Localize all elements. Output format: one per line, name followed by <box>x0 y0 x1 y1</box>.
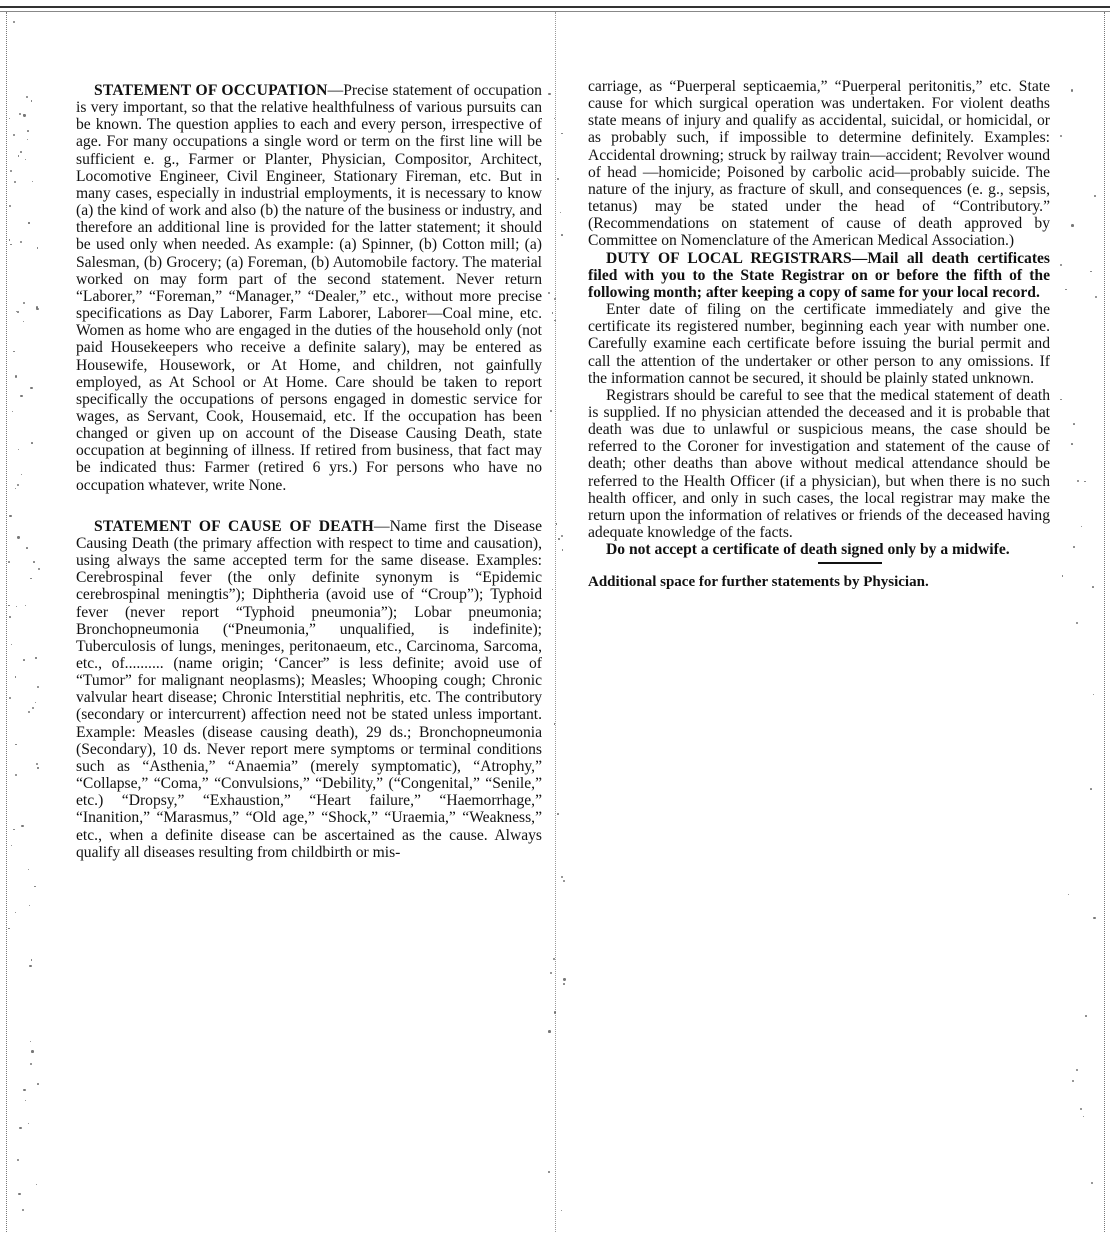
scan-speck <box>1081 526 1082 527</box>
scan-speck <box>1085 1015 1087 1017</box>
scan-speck <box>32 707 34 709</box>
scan-speck <box>32 181 33 182</box>
scan-speck <box>28 711 30 713</box>
scan-speck <box>1073 423 1075 425</box>
scan-speck <box>21 474 22 475</box>
scan-speck <box>16 606 17 607</box>
scan-speck <box>18 155 20 157</box>
scan-speck <box>13 829 14 830</box>
additional-space-label: Additional space for further statements by Physician. <box>588 574 929 591</box>
scan-speck <box>13 21 15 23</box>
scan-speck <box>1060 399 1062 401</box>
scan-speck <box>33 561 35 563</box>
registrars-paragraph-4: Do not accept a certificate of death signed only by a midwife. <box>606 541 1010 559</box>
scan-speck <box>36 763 38 765</box>
scan-speck <box>31 442 33 444</box>
scan-speck <box>37 767 38 768</box>
scan-speck <box>1062 575 1063 576</box>
scan-speck <box>37 1083 39 1085</box>
scan-speck <box>548 1030 551 1033</box>
scan-speck <box>30 387 32 389</box>
scan-speck <box>1071 443 1073 445</box>
scan-speck <box>18 449 19 450</box>
scan-speck <box>561 234 563 236</box>
scan-speck <box>1076 1069 1078 1071</box>
scan-speck <box>8 561 10 563</box>
scan-speck <box>18 1193 20 1195</box>
left-page-edge <box>6 12 8 1232</box>
scan-speck <box>30 1063 32 1065</box>
scan-speck <box>561 133 562 134</box>
scan-speck <box>1084 481 1085 482</box>
scan-speck <box>27 139 28 140</box>
section-divider-rule <box>818 562 882 564</box>
scan-speck <box>19 113 21 115</box>
scan-speck <box>23 302 25 304</box>
scan-speck <box>9 205 11 207</box>
scan-speck <box>28 222 29 223</box>
scan-speck <box>17 484 19 486</box>
registrars-heading: DUTY OF LOCAL REGISTRARS <box>606 249 852 267</box>
registrars-paragraph-2: Enter date of filing on the certificate immediately and give the certificate its registered number, beginning each year with number one. Carefully examine each certificate before issuing the burial permit and call the attention of the undertaker or other person to any omissions. If the information cannot be secured, it should be plainly stated unknown. <box>588 301 1050 387</box>
scan-speck <box>22 1209 24 1211</box>
scan-speck <box>1077 480 1079 482</box>
scan-speck <box>31 959 33 961</box>
occupation-text: —Precise statement of occupation is very important, so that the relative healthfulness of various pursuits can be known. The question applies to each and every person, irrespective of age. For many occupations a single word or term on the first line will be sufficient e. g., Farmer or Planter, Physician, Compositor, Architect, Locomotive Engineer, Civil Engineer, Stationary Fireman, etc. But in many cases, especially in industrial employments, it is necessary to know (a) the kind of work and also (b) the nature of the business or industry, and therefore an additional line is provided for the latter statement; it should be used only when needed. As example: (a) Spinner, (b) Cotton mill; (a) Salesman, (b) Grocery; (a) Foreman, (b) Automobile factory. The material worked on may form part of the second statement. Never return “Laborer,” “Foreman,” “Manager,” “Dealer,” etc., without more precise specifications as Day Laborer, Farm Laborer, Laborer—Coal mine, etc. Women as home who are engaged in the duties of the household only (not paid Housekeepers who receive a definite salary), may be entered as Housewife, Housework, or At Home, and children, not gainfully employed, as At School or At Home. Care should be taken to report specifically the occupations of persons engaged in domestic service for wages, as Servant, Cook, Housemaid, etc. If the occupation has been changed or given up on account of the Disease Causing Death, state occupation at beginning of illness. If retired from business, that fact may be indicated thus: Farmer (retired 6 yrs.) For persons who have no occupation whatever, write None. <box>76 82 542 494</box>
scan-speck <box>553 958 555 960</box>
scan-speck <box>1094 195 1096 197</box>
scan-speck <box>1076 622 1078 624</box>
scan-speck <box>20 151 22 153</box>
scan-speck <box>563 983 565 985</box>
scan-speck <box>19 1127 21 1129</box>
scan-speck <box>548 1171 550 1173</box>
scan-speck <box>17 1159 19 1161</box>
scan-speck <box>31 1050 34 1053</box>
scan-speck <box>11 845 12 846</box>
scan-speck <box>13 351 15 353</box>
scan-speck <box>37 247 39 249</box>
scan-speck <box>35 702 36 703</box>
scan-speck <box>35 657 36 658</box>
scan-speck <box>15 488 16 489</box>
scan-speck <box>1080 1108 1082 1110</box>
cause-heading: STATEMENT OF CAUSE OF DEATH <box>94 517 375 535</box>
scan-speck <box>562 549 563 550</box>
scan-speck <box>25 1100 26 1101</box>
scan-speck <box>15 912 16 913</box>
scan-speck <box>26 547 28 549</box>
right-column <box>588 78 1050 592</box>
scan-speck <box>1083 1116 1084 1117</box>
scan-speck <box>554 320 555 321</box>
scan-speck <box>1072 1080 1074 1082</box>
scan-speck <box>23 659 25 661</box>
center-fold-line <box>555 12 557 1232</box>
left-column <box>76 82 542 861</box>
scan-speck <box>15 375 17 377</box>
scan-speck <box>25 159 26 160</box>
scan-speck <box>9 616 11 618</box>
scan-speck <box>29 965 31 967</box>
scan-speck <box>557 178 559 180</box>
scan-speck <box>548 292 550 294</box>
registrars-section <box>588 250 1050 301</box>
scan-speck <box>561 876 563 878</box>
scan-speck <box>12 411 13 412</box>
scan-speck <box>552 312 553 313</box>
scan-speck <box>10 170 12 172</box>
scan-speck <box>552 589 553 590</box>
scan-speck <box>9 118 10 119</box>
cause-text-continued: carriage, as “Puerperal septicaemia,” “Puerperal peritonitis,” etc. State cause for which surgical operation was undertaken. For violent deaths state means of injury and qualify as accidental, suicidal, or homicidal, or as probably such, if impossible to determine definitely. Examples: Accidental drowning; struck by railway train—accident; Revolver wound of head —homicide; Poisoned by carbolic acid—probably suicide. The nature of the injury, as fracture of skull, and consequences (e. g., sepsis, tetanus) may be stated under the head of “Contributory.” (Recommendations on statement of cause of death approved by Committee on Nomenclature of the American Medical Association.) <box>588 78 1050 250</box>
scan-speck <box>25 605 26 606</box>
scan-speck <box>36 1184 37 1185</box>
scan-speck <box>1060 264 1062 266</box>
scan-speck <box>36 308 38 310</box>
scan-speck <box>1071 89 1073 91</box>
cause-section <box>76 518 542 861</box>
occupation-heading: STATEMENT OF OCCUPATION <box>94 82 328 99</box>
scan-speck <box>10 244 11 245</box>
scan-speck <box>1090 788 1092 790</box>
scan-speck <box>17 536 19 538</box>
scan-speck <box>27 130 29 132</box>
scan-speck <box>9 697 11 699</box>
right-page-edge <box>1104 12 1106 1232</box>
scan-speck <box>31 100 33 102</box>
scan-speck <box>29 905 30 906</box>
scan-speck <box>1060 135 1062 137</box>
scan-speck <box>560 212 561 213</box>
scan-speck <box>1071 224 1074 227</box>
scan-speck <box>11 644 12 645</box>
scan-speck <box>15 774 17 776</box>
scan-speck <box>550 410 552 412</box>
scan-speck <box>558 538 560 540</box>
scan-speck <box>15 744 17 746</box>
scan-speck <box>1092 586 1094 588</box>
top-border-rule <box>0 6 1110 8</box>
scan-speck <box>8 605 10 607</box>
scan-speck <box>38 568 40 570</box>
scan-speck <box>26 96 28 98</box>
scan-speck <box>1068 894 1069 895</box>
scan-speck <box>1090 271 1092 273</box>
scan-speck <box>557 813 559 815</box>
scan-speck <box>1091 1182 1093 1184</box>
scan-speck <box>37 686 39 688</box>
scan-speck <box>556 523 557 524</box>
occupation-section <box>76 82 542 494</box>
scan-speck <box>30 578 31 579</box>
scan-speck <box>548 93 550 95</box>
scan-speck <box>550 972 552 974</box>
scan-speck <box>14 181 16 183</box>
cause-text-left: —Name first the Disease Causing Death (the primary affection with respect to time and causation), using always the same accepted term for the same disease. Examples: Cerebrospinal fever (the only definite synonym is “Epidemic cerebrospinal meningtis”); Diphtheria (avoid use of “Croup”); Typhoid fever (never report “Typhoid pneumonia”); Lobar pneumonia; Bronchopneumonia (“Pneumonia,” unqualified, is indefinite); Tuberculosis of lungs, meninges, peritonaeum, etc., Carcinoma, Sarcoma, etc., of.......... (name origin; ‘Cancer” is less definite; avoid use of “Tumor” for malignant neoplasms); Measles; Whooping cough; Chronic valvular heart disease; Chronic Interstitial nephritis, etc. The contributory (secondary or intercurrent) affection need not be stated unless important. Example: Measles (disease causing death), 29 ds.; Bronchopneumonia (Secondary), 10 ds. Never report mere symptoms or terminal conditions such as “Asthenia,” “Anaemia” (merely symptomatic), “Atrophy,” “Collapse,” “Coma,” “Convulsions,” “Debility,” (“Congenital,” “Senile,” etc.) “Dropsy,” “Exhaustion,” “Heart failure,” “Haemorrhage,” “Inanition,” “Marasmus,” “Old age,” “Shock,” “Uraemia,” “Weakness,” etc., when a definite disease can be ascertained as the cause. Always qualify all diseases resulting from childbirth or mis- <box>76 517 542 861</box>
scan-speck <box>561 1210 562 1211</box>
scan-speck <box>17 311 19 313</box>
scan-speck <box>8 928 10 930</box>
scan-speck <box>23 1089 25 1091</box>
scan-speck <box>15 676 17 678</box>
scan-speck <box>21 825 24 828</box>
scan-speck <box>9 515 11 517</box>
scan-speck <box>1093 694 1094 695</box>
scan-speck <box>9 239 10 240</box>
registrars-lead: —Mail all death certificates filed with you to the State Registrar on or before the fifth of the following month; after keeping a copy of same for your local record. <box>588 249 1050 301</box>
scan-speck <box>1065 289 1067 291</box>
scan-speck <box>1073 546 1075 548</box>
scan-speck <box>20 241 22 243</box>
scan-speck <box>13 134 15 136</box>
scan-speck <box>563 880 565 882</box>
scan-speck <box>1093 917 1095 919</box>
scan-speck <box>34 886 35 887</box>
scan-speck <box>561 535 563 537</box>
scan-speck <box>23 321 25 323</box>
registrars-paragraph-3: Registrars should be careful to see that the medical statement of death is supplied. If no physician attended the deceased and it is probable that death was due to unlawful or suspicious means, the case should be referred to the Coroner for investigation and statement of the cause of death; other deaths than above without medical attendance should be referred to the Health Officer (if a physician), but when there is no such health officer, and only in such cases, the local registrar may make the return upon the information of relatives or friends of the deceased having adequate knowledge of the facts. <box>588 386 1050 542</box>
scan-speck <box>1095 296 1097 298</box>
scan-speck <box>20 395 22 397</box>
scan-speck <box>563 978 565 980</box>
scan-speck <box>28 1123 29 1124</box>
scan-speck <box>30 1041 31 1042</box>
scan-speck <box>28 869 29 870</box>
